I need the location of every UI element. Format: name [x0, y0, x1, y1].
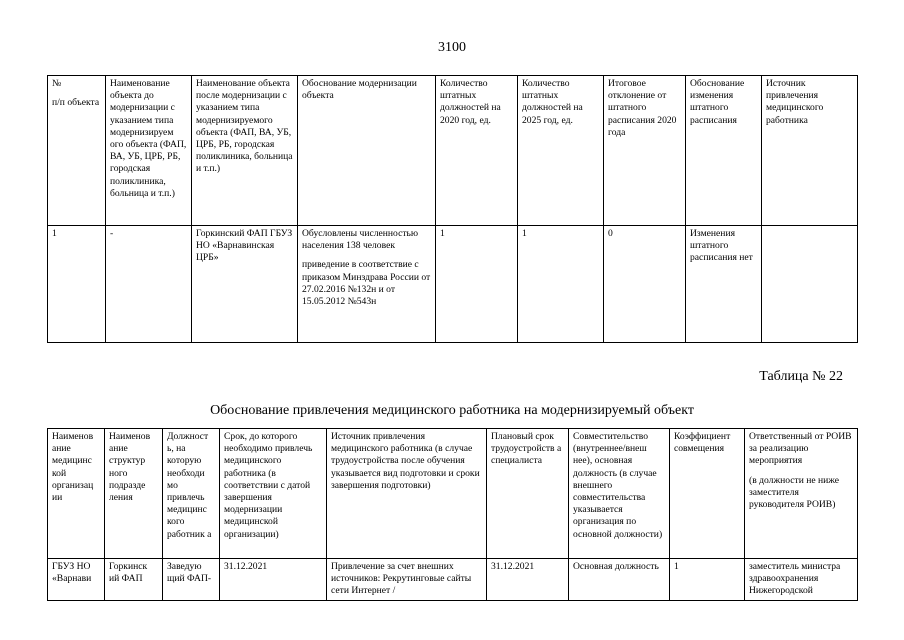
- staff-recruitment-table: [47, 428, 858, 601]
- cell-text: Наименов ание структур ного подразде ления: [109, 431, 151, 504]
- cell-text: Обоснование изменения штатного расписания: [690, 78, 745, 126]
- table-header-row: [48, 429, 858, 559]
- cell-text: 1: [674, 561, 679, 572]
- cell-text: Должност ь, на которую необходи мо привлечь медицинс кого работник а: [167, 431, 212, 540]
- table-cell: [518, 226, 604, 343]
- cell-text: -: [110, 228, 114, 239]
- cell-text: Наименов ание медицинс кой организац ии: [52, 431, 94, 504]
- table-cell: [48, 226, 106, 343]
- cell-text: ГБУЗ НО «Варнави: [52, 561, 92, 585]
- table-cell: [518, 76, 604, 226]
- table-cell: [48, 429, 105, 559]
- cell-text: 31.12.2021: [224, 561, 268, 572]
- table-cell: [745, 429, 858, 559]
- cell-text: 0: [608, 228, 613, 239]
- table-cell: [106, 226, 192, 343]
- table-cell: [670, 559, 745, 601]
- table-cell: [106, 76, 192, 226]
- table-title: Обоснование привлечения медицинского работника на модернизируемый объект: [210, 403, 694, 418]
- table-cell: [192, 226, 298, 343]
- table-cell: [192, 76, 298, 226]
- cell-text: заместитель министра здравоохранения Нижегородской: [749, 561, 841, 597]
- table-cell: [298, 226, 436, 343]
- cell-text: Обоснование модернизации объекта: [302, 78, 417, 102]
- table-cell: [105, 429, 163, 559]
- cell-text: №: [52, 78, 62, 89]
- cell-text: Количество штатных должностей на 2025 год, ед.: [522, 78, 583, 126]
- table-cell: [670, 429, 745, 559]
- cell-text: 1: [52, 228, 57, 239]
- table-label: Таблица № 22: [759, 369, 843, 384]
- cell-text: Источник привлечения медицинского работника: [766, 78, 824, 126]
- table-cell: [163, 429, 220, 559]
- modernization-table: [47, 75, 858, 343]
- cell-text: Привлечение за счет внешних источников: Рекрутинговые сайты сети Интернет /: [331, 561, 472, 597]
- cell-text: Источник привлечения медицинского работника (в случае трудоустройства после обучения указывается вид подготовки и сроки завершения подготовки): [331, 431, 480, 491]
- cell-text: Коэффициент совмещения: [674, 431, 731, 455]
- cell-text: Совместительство (внутреннее/внеш нее), основная должность (в случае внешнего совместительства указывается организация по основной должности): [573, 431, 663, 540]
- cell-text: Количество штатных должностей на 2020 год, ед.: [440, 78, 501, 126]
- cell-text: Плановый срок трудоустройств а специалиста: [491, 431, 562, 467]
- cell-text: Изменения штатного расписания нет: [690, 228, 753, 264]
- cell-text: Наименование объекта после модернизации с указанием типа модернизируемого объекта (ФАП, ВА, УБ, ЦРБ, РБ, городская поликлиника, больница и т.п.): [196, 78, 293, 175]
- table-cell: [48, 76, 106, 226]
- table-cell: [745, 559, 858, 601]
- table-cell: [48, 559, 105, 601]
- table-cell: [220, 429, 327, 559]
- cell-text: Горкинск ий ФАП: [109, 561, 148, 585]
- cell-text: Обусловлены численностью населения 138 человек: [302, 228, 419, 252]
- table-header-row: [48, 76, 858, 226]
- table-cell: [327, 429, 487, 559]
- table-cell: [105, 559, 163, 601]
- table-cell: [686, 226, 762, 343]
- cell-text: Основная должность: [573, 561, 659, 572]
- table-cell: [298, 76, 436, 226]
- table-cell: [762, 226, 858, 343]
- cell-text: Горкинский ФАП ГБУЗ НО «Варнавинская ЦРБ»: [196, 228, 293, 264]
- table-row: [48, 559, 858, 601]
- cell-text: (в должности не ниже заместителя руководителя РОИВ): [749, 474, 840, 511]
- cell-text: Наименование объекта до модернизации с указанием типа модернизируем ого объекта (ФАП, ВА, УБ, ЦРБ, РБ, городская поликлиника, больница и т.п.): [110, 78, 187, 199]
- table-cell: [487, 429, 569, 559]
- cell-text: 1: [522, 228, 527, 239]
- table-cell: [327, 559, 487, 601]
- cell-text: 1: [440, 228, 445, 239]
- cell-text: Срок, до которого необходимо привлечь медицинского работника (в соответствии с датой завершения модернизации медицинской организации): [224, 431, 313, 540]
- table-cell: [569, 559, 670, 601]
- table-row: [48, 226, 858, 343]
- table-cell: [569, 429, 670, 559]
- table-cell: [604, 76, 686, 226]
- cell-text: Заведую щий ФАП-: [167, 561, 212, 585]
- cell-text: п/п объекта: [52, 97, 100, 109]
- table-cell: [436, 226, 518, 343]
- page-number: 3100: [438, 40, 466, 55]
- table-cell: [436, 76, 518, 226]
- table-cell: [220, 559, 327, 601]
- table-cell: [487, 559, 569, 601]
- table-cell: [604, 226, 686, 343]
- table-cell: [762, 76, 858, 226]
- cell-text: Ответственный от РОИВ за реализацию мероприятия: [749, 431, 852, 467]
- cell-text: Итоговое отклонение от штатного расписания 2020 года: [608, 78, 677, 138]
- cell-text: приведение в соответствие с приказом Минздрава России от 27.02.2016 №132н и от 15.05.2012 №543н: [302, 259, 431, 308]
- table-cell: [686, 76, 762, 226]
- table-cell: [163, 559, 220, 601]
- cell-text: 31.12.2021: [491, 561, 535, 572]
